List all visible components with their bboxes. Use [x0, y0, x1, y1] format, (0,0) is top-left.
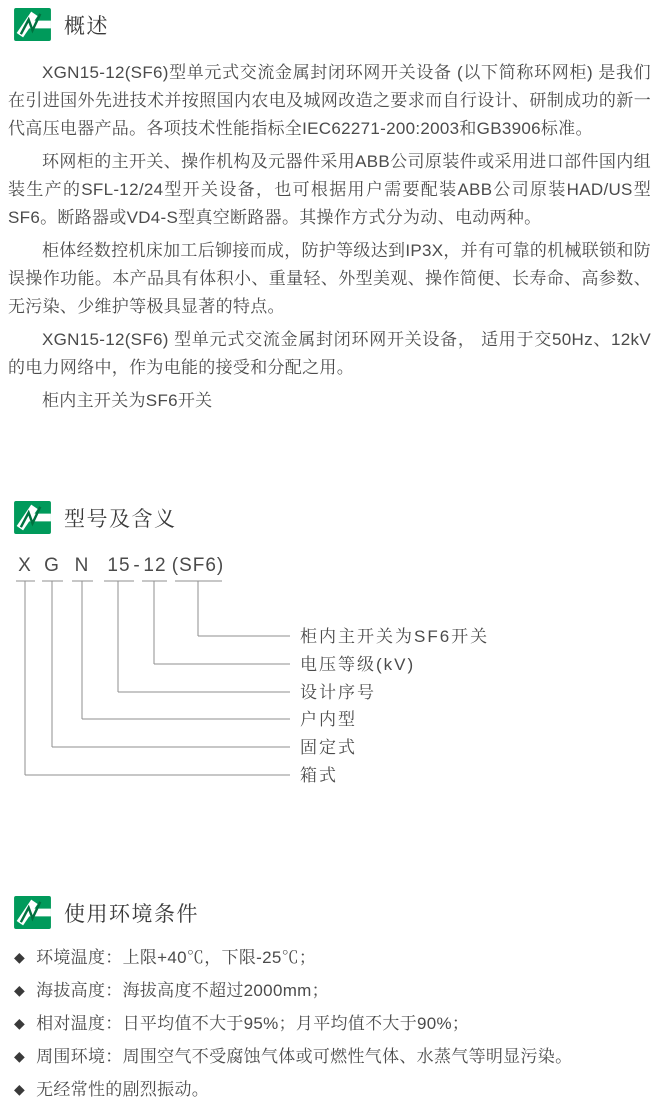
diamond-bullet-icon: ◆ — [14, 1081, 26, 1097]
model-code-part: - — [133, 555, 141, 576]
list-item — [14, 981, 650, 1000]
model-code-part: X — [18, 555, 32, 576]
diagram-label: 固定式 — [300, 738, 357, 757]
model-code-part: N — [74, 555, 90, 576]
list-item — [14, 948, 650, 967]
model-code-part: G — [44, 555, 60, 576]
diagram-label: 设计序号 — [300, 683, 376, 702]
diamond-bullet-icon: ◆ — [14, 982, 26, 998]
diagram-label: 柜内主开关为SF6开关 — [300, 627, 490, 646]
pulse-flash-icon — [14, 8, 51, 41]
list-item-text: 环境温度：上限+40℃，下限-25℃； — [36, 948, 317, 967]
model-designation-diagram — [8, 550, 508, 790]
section-title-model: 型号及含义 — [64, 507, 177, 531]
diamond-bullet-icon: ◆ — [14, 1015, 26, 1031]
paragraph: 柜内主开关为SF6开关 — [42, 391, 213, 410]
list-item — [14, 1080, 650, 1099]
overview-body — [8, 59, 651, 420]
list-item-text: 周围环境：周围空气不受腐蚀气体或可燃性气体、水蒸气等明显污染。 — [36, 1047, 573, 1066]
model-code-part: 15 — [107, 555, 131, 576]
list-item — [14, 1014, 650, 1033]
section-title-environment: 使用环境条件 — [64, 902, 199, 926]
list-item-text: 无经常性的剧烈振动。 — [36, 1080, 210, 1099]
list-item-text: 海拔高度：海拔高度不超过2000mm； — [36, 981, 329, 1000]
diagram-label: 户内型 — [300, 710, 357, 729]
diagram-label: 电压等级(kV) — [300, 655, 416, 674]
paragraph: 柜体经数控机床加工后铆接而成，防护等级达到IP3X，并有可靠的机械联锁和防误操作功能。本产品具有体积小、重量轻、外型美观、操作简便、长寿命、高参数、无污染、少维护等极具显著的特点。 — [8, 241, 651, 316]
model-code-part: (SF6) — [171, 555, 225, 576]
section-title-overview: 概述 — [64, 14, 109, 38]
section-header-overview — [14, 8, 109, 41]
environment-conditions-list — [14, 948, 650, 1113]
diamond-bullet-icon: ◆ — [14, 949, 26, 965]
paragraph: 环网柜的主开关、操作机构及元器件采用ABB公司原装件或采用进口部件国内组装生产的SFL-12/24型开关设备，也可根据用户需要配装ABB公司原装HAD/US型SF6。断路器或VD4-S型真空断路器。其操作方式分为动、电动两种。 — [8, 152, 651, 227]
paragraph: XGN15-12(SF6) 型单元式交流金属封闭环网开关设备， 适用于交50Hz、12kV的电力网络中，作为电能的接受和分配之用。 — [8, 330, 651, 377]
pulse-flash-icon — [14, 896, 51, 929]
diagram-label: 箱式 — [300, 766, 338, 785]
paragraph: XGN15-12(SF6)型单元式交流金属封闭环网开关设备 (以下简称环网柜) 是我们在引进国外先进技术并按照国内农电及城网改造之要求而自行设计、研制成功的新一代高压电器产品。各项技术性能指标全IEC62271-200:2003和GB3906标准。 — [8, 63, 651, 138]
list-item — [14, 1047, 650, 1066]
pulse-flash-icon — [14, 501, 51, 534]
section-header-environment — [14, 896, 199, 929]
section-header-model — [14, 501, 177, 534]
diamond-bullet-icon: ◆ — [14, 1048, 26, 1064]
model-code-part: 12 — [143, 555, 167, 576]
list-item-text: 相对温度：日平均值不大于95%；月平均值不大于90%； — [36, 1014, 470, 1033]
